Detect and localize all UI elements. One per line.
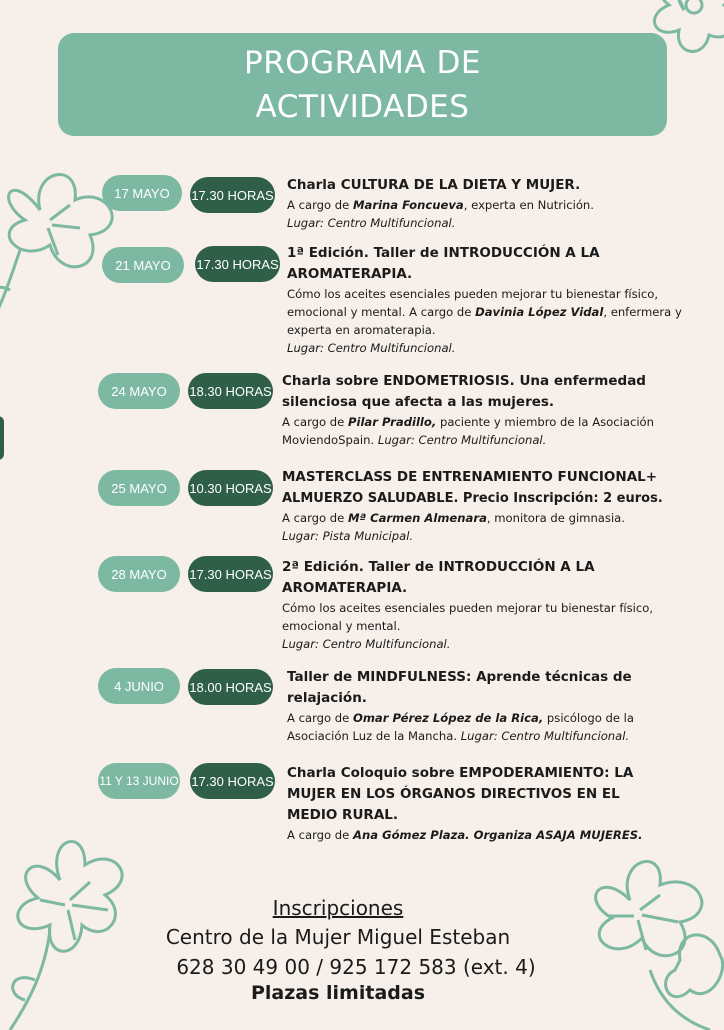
activity-title-line1: 2ª Edición. Taller de INTRODUCCIÓN A LA bbox=[282, 559, 595, 575]
activity-description: A cargo de Omar Pérez López de la Rica, psicólogo de la bbox=[287, 711, 634, 725]
activity-title-line1: Charla Coloquio sobre EMPODERAMIENTO: LA bbox=[287, 765, 634, 781]
activity-title: Charla CULTURA DE LA DIETA Y MUJER. bbox=[287, 177, 581, 193]
activity-title-line2: ALMUERZO SALUDABLE. Precio Inscripción: 2 euros. bbox=[282, 491, 663, 506]
time-badge: 17.30 HORAS bbox=[195, 246, 280, 282]
date-badge: 21 MAYO bbox=[102, 247, 184, 283]
date-badge: 11 Y 13 JUNIO bbox=[98, 763, 180, 799]
activity-description-line2: MoviendoSpain. Lugar: Centro Multifuncional. bbox=[282, 433, 547, 447]
activity-item bbox=[287, 243, 682, 357]
activity-description-line1: Cómo los aceites esenciales pueden mejorar tu bienestar físico, bbox=[282, 601, 654, 615]
activity-item bbox=[287, 175, 594, 232]
date-badge: 24 MAYO bbox=[98, 373, 180, 409]
time-badge: 17.30 HORAS bbox=[190, 177, 275, 213]
activity-place: Lugar: Pista Municipal. bbox=[282, 529, 414, 543]
date-badge: 25 MAYO bbox=[98, 470, 180, 506]
activity-description: A cargo de Mª Carmen Almenara, monitora de gimnasia. bbox=[282, 511, 625, 525]
activity-title-line1: Taller de MINDFULNESS: Aprende técnicas de bbox=[287, 669, 632, 685]
activity-item bbox=[287, 667, 634, 745]
registration-heading: Inscripciones bbox=[272, 896, 404, 920]
activity-title-line3: MEDIO RURAL. bbox=[287, 807, 398, 823]
activity-description-line2: emocional y mental. bbox=[282, 619, 401, 633]
time-badge: 17.30 HORAS bbox=[188, 556, 273, 592]
activity-description-line2: emocional y mental. A cargo de Davinia López Vidal, enfermera y bbox=[287, 305, 682, 319]
activity-description-line1: Cómo los aceites esenciales pueden mejorar tu bienestar físico, bbox=[287, 287, 659, 301]
activity-title-line1: Charla sobre ENDOMETRIOSIS. Una enfermedad bbox=[282, 373, 646, 389]
activity-place: Lugar: Centro Multifuncional. bbox=[282, 637, 451, 651]
activity-title-line1: MASTERCLASS DE ENTRENAMIENTO FUNCIONAL+ bbox=[282, 469, 658, 485]
activity-title-line2: AROMATERAPIA. bbox=[287, 266, 413, 282]
activity-place: Lugar: Centro Multifuncional. bbox=[287, 216, 456, 230]
page-title-line1: PROGRAMA DE bbox=[244, 44, 481, 81]
side-tab bbox=[0, 416, 4, 460]
speaker-name: Marina Foncueva bbox=[352, 198, 464, 212]
activity-description: A cargo de Pilar Pradillo, paciente y miembro de la Asociación bbox=[282, 415, 654, 429]
date-badge: 28 MAYO bbox=[98, 556, 180, 592]
activity-item bbox=[282, 371, 654, 449]
activity-description: A cargo de Ana Gómez Plaza. Organiza ASAJA MUJERES. bbox=[287, 828, 643, 842]
venue-name: Centro de la Mujer Miguel Esteban bbox=[165, 925, 511, 949]
activity-description: A cargo de Marina Foncueva, experta en Nutrición. bbox=[287, 198, 594, 212]
time-badge: 18.00 HORAS bbox=[188, 669, 273, 705]
page-title-line2: ACTIVIDADES bbox=[255, 88, 470, 125]
date-badge: 17 MAYO bbox=[102, 175, 182, 211]
activity-place: Lugar: Centro Multifuncional. bbox=[460, 729, 630, 743]
contact-phones: 628 30 49 00 / 925 172 583 (ext. 4) bbox=[176, 955, 536, 979]
speaker-name: Ana Gómez Plaza. Organiza ASAJA MUJERES. bbox=[352, 828, 643, 842]
date-badge: 4 JUNIO bbox=[98, 668, 180, 704]
activity-item bbox=[282, 467, 663, 545]
speaker-name: Omar Pérez López de la Rica, bbox=[352, 711, 544, 725]
activity-title-line2: silenciosa que afecta a las mujeres. bbox=[282, 394, 555, 410]
flower-left-icon bbox=[0, 140, 140, 340]
time-badge: 18.30 HORAS bbox=[188, 373, 273, 409]
activity-description-line3: experta en aromaterapia. bbox=[287, 323, 436, 337]
activity-description-line2: Asociación Luz de la Mancha. Lugar: Centro Multifuncional. bbox=[287, 729, 630, 743]
title-banner bbox=[58, 33, 667, 136]
activity-title-line2: relajación. bbox=[287, 690, 367, 706]
activity-place: Lugar: Centro Multifuncional. bbox=[377, 433, 547, 447]
activity-place: Lugar: Centro Multifuncional. bbox=[287, 341, 456, 355]
activity-title-line1: 1ª Edición. Taller de INTRODUCCIÓN A LA bbox=[287, 245, 600, 261]
speaker-name: Mª Carmen Almenara bbox=[347, 511, 487, 525]
activity-item bbox=[287, 763, 643, 844]
activity-item bbox=[282, 557, 653, 653]
speaker-name: Pilar Pradillo, bbox=[347, 415, 437, 429]
time-badge: 17.30 HORAS bbox=[190, 763, 275, 799]
speaker-name: Davinia López Vidal bbox=[475, 305, 604, 319]
limited-places-note: Plazas limitadas bbox=[250, 982, 426, 1004]
time-badge: 10.30 HORAS bbox=[188, 470, 273, 506]
activity-title-line2: MUJER EN LOS ÓRGANOS DIRECTIVOS EN EL bbox=[287, 786, 620, 802]
activity-title-line2: AROMATERAPIA. bbox=[282, 580, 408, 596]
